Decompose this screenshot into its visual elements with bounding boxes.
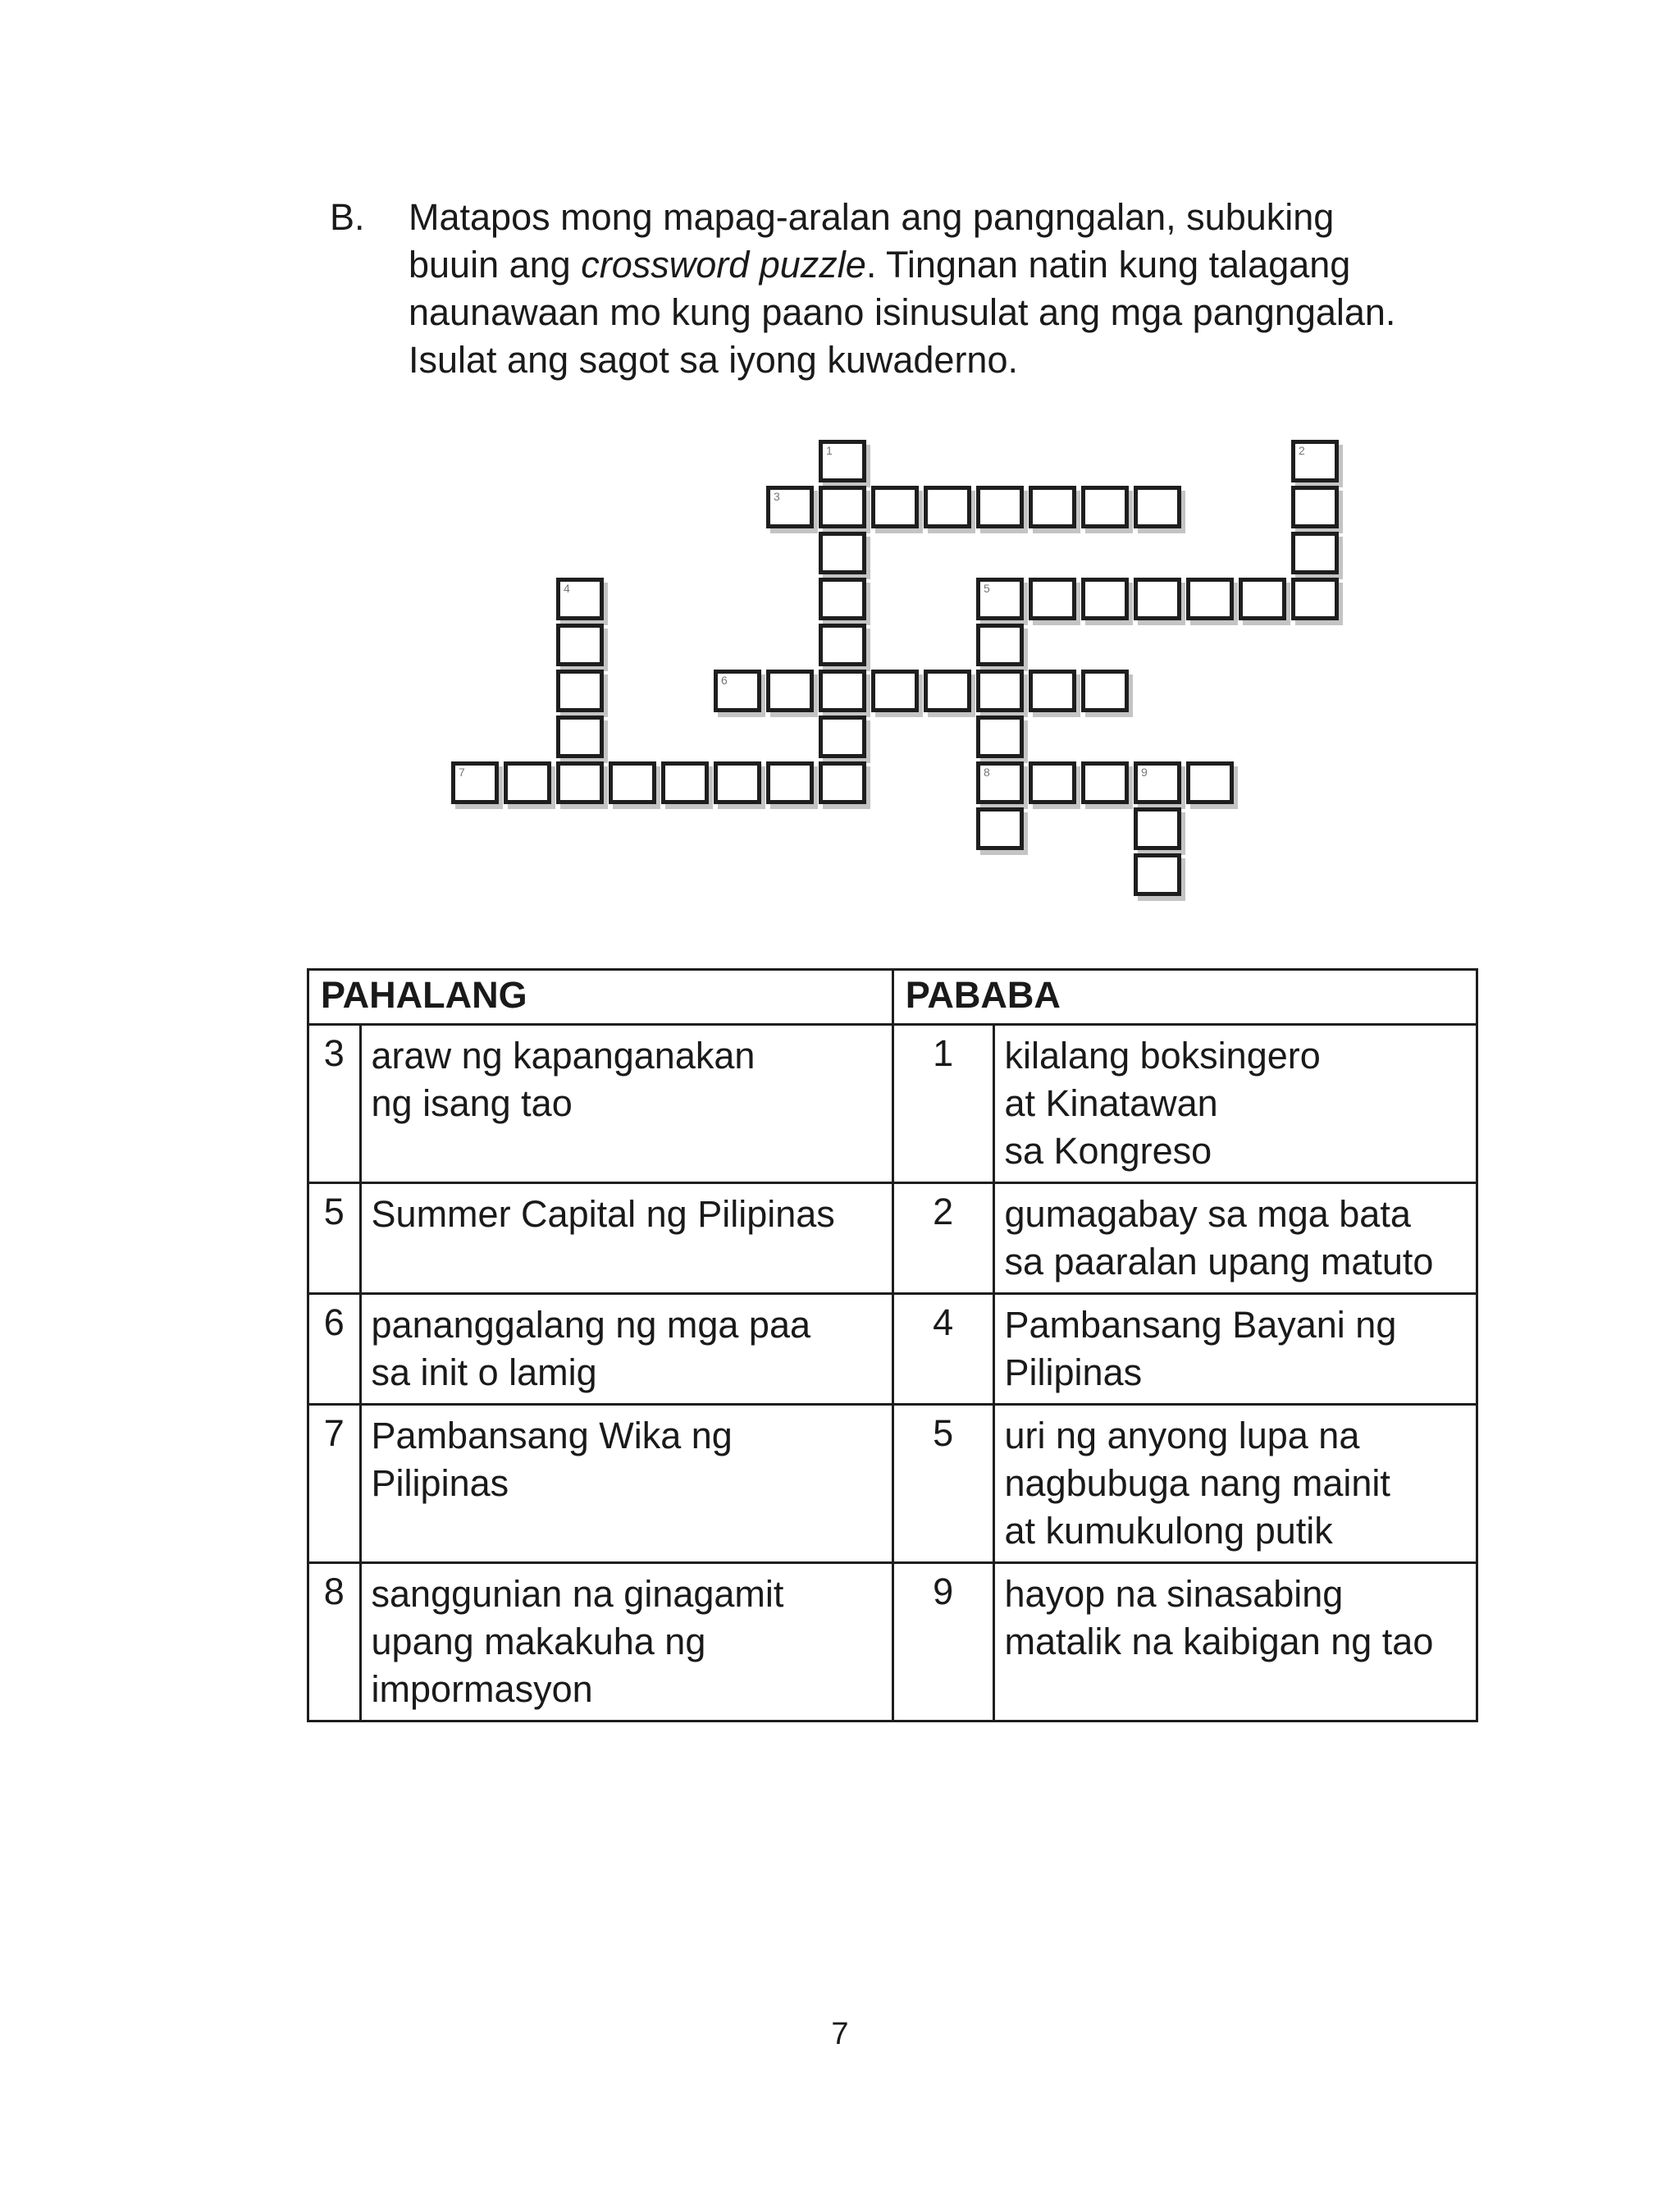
crossword-cell[interactable] [556, 716, 604, 758]
instruction-letter: B. [330, 196, 365, 238]
clue-text [360, 1025, 892, 1183]
clue-row [308, 1405, 1477, 1563]
page-number: 7 [831, 2017, 849, 2051]
crossword-cell[interactable] [1029, 578, 1076, 620]
clue-line: sanggunian na ginagamit [371, 1573, 784, 1615]
crossword-cell[interactable] [556, 578, 604, 620]
crossword-cell-number: 3 [774, 490, 780, 503]
clue-number: 3 [308, 1025, 361, 1183]
crossword-cell[interactable] [1081, 578, 1129, 620]
crossword-cell[interactable] [504, 761, 551, 804]
crossword-cell[interactable] [976, 716, 1024, 758]
clue-text [993, 1183, 1477, 1294]
crossword-cell[interactable] [819, 440, 866, 482]
clue-row [308, 1294, 1477, 1405]
crossword-cell[interactable] [871, 486, 919, 528]
crossword-cell-number: 6 [721, 674, 728, 687]
clue-number: 6 [308, 1294, 361, 1405]
crossword-cell[interactable] [714, 761, 761, 804]
crossword-cell-number: 4 [564, 582, 570, 595]
crossword-cell[interactable] [924, 670, 971, 712]
clue-line: Summer Capital ng Pilipinas [371, 1193, 835, 1235]
clue-line: impormasyon [371, 1668, 593, 1710]
clue-line: at Kinatawan [1004, 1082, 1218, 1124]
crossword-cell[interactable] [1081, 761, 1129, 804]
crossword-cell-number: 5 [984, 582, 990, 595]
clue-number: 5 [308, 1183, 361, 1294]
crossword-cell[interactable] [556, 761, 604, 804]
clue-text [993, 1405, 1477, 1563]
down-header: PABABA [892, 970, 1477, 1025]
crossword-cell[interactable] [766, 670, 814, 712]
crossword-cell[interactable] [1239, 578, 1286, 620]
clue-line: pananggalang ng mga paa [371, 1304, 811, 1346]
crossword-cell[interactable] [871, 670, 919, 712]
clue-number: 2 [892, 1183, 993, 1294]
instruction-italic: crossword puzzle [581, 244, 866, 286]
instruction-segment: buuin ang [409, 244, 582, 286]
clue-text [993, 1025, 1477, 1183]
crossword-cell[interactable] [1291, 440, 1339, 482]
clue-table [307, 968, 1478, 1722]
crossword-cell[interactable] [1081, 486, 1129, 528]
crossword-cell[interactable] [556, 624, 604, 666]
clue-text [360, 1405, 892, 1563]
crossword-cell-number: 9 [1141, 766, 1148, 779]
clue-text [993, 1294, 1477, 1405]
clue-line: Pilipinas [1004, 1351, 1143, 1393]
crossword-cell[interactable] [714, 670, 761, 712]
crossword-cell[interactable] [1134, 853, 1181, 896]
clue-line: matalik na kaibigan ng tao [1004, 1621, 1434, 1662]
instruction-line: Isulat ang sagot sa iyong kuwaderno. [409, 339, 1018, 381]
crossword-cell[interactable] [1134, 761, 1181, 804]
crossword-cell-number: 1 [826, 444, 833, 457]
crossword-cell-number: 2 [1299, 444, 1305, 457]
clue-line: hayop na sinasabing [1004, 1573, 1344, 1615]
clue-number: 8 [308, 1563, 361, 1721]
clue-text [993, 1563, 1477, 1721]
clue-text [360, 1183, 892, 1294]
crossword-cell[interactable] [1081, 670, 1129, 712]
clue-text [360, 1294, 892, 1405]
clue-line: sa init o lamig [371, 1351, 597, 1393]
clue-line: araw ng kapanganakan [371, 1035, 756, 1077]
crossword-cell[interactable] [976, 486, 1024, 528]
clue-row [308, 1563, 1477, 1721]
crossword-cell[interactable] [819, 578, 866, 620]
clue-row [308, 1183, 1477, 1294]
clue-row [308, 1025, 1477, 1183]
clue-number: 5 [892, 1405, 993, 1563]
clue-line: sa Kongreso [1004, 1130, 1212, 1172]
crossword-cell-number: 8 [984, 766, 990, 779]
clue-line: Pilipinas [371, 1462, 509, 1504]
crossword-cell[interactable] [1029, 761, 1076, 804]
crossword-cell[interactable] [976, 578, 1024, 620]
clue-number: 4 [892, 1294, 993, 1405]
clue-number: 7 [308, 1405, 361, 1563]
crossword-cell[interactable] [976, 807, 1024, 850]
crossword-cell[interactable] [1134, 807, 1181, 850]
crossword-cell[interactable] [661, 761, 709, 804]
clue-line: uri ng anyong lupa na [1004, 1415, 1360, 1456]
crossword-cell[interactable] [1134, 486, 1181, 528]
crossword-cell[interactable] [1186, 578, 1234, 620]
crossword-cell[interactable] [609, 761, 656, 804]
clue-line: ng isang tao [371, 1082, 573, 1124]
crossword-cell[interactable] [1291, 486, 1339, 528]
clue-line: nagbubuga nang mainit [1004, 1462, 1390, 1504]
crossword-cell-number: 7 [459, 766, 465, 779]
crossword-cell[interactable] [1029, 670, 1076, 712]
crossword-cell[interactable] [1291, 532, 1339, 574]
crossword-grid [0, 0, 1680, 935]
crossword-cell[interactable] [976, 761, 1024, 804]
clue-number: 9 [892, 1563, 993, 1721]
clue-line: gumagabay sa mga bata [1004, 1193, 1411, 1235]
clue-line: Pambansang Wika ng [371, 1415, 733, 1456]
crossword-cell[interactable] [819, 716, 866, 758]
clue-body [308, 1025, 1477, 1721]
crossword-cell[interactable] [766, 761, 814, 804]
clue-text [360, 1563, 892, 1721]
crossword-cell[interactable] [819, 670, 866, 712]
clue-line: kilalang boksingero [1004, 1035, 1321, 1077]
crossword-cell[interactable] [1029, 486, 1076, 528]
instruction-segment: . Tingnan natin kung talagang [865, 244, 1351, 286]
crossword-cell[interactable] [976, 624, 1024, 666]
clue-line: Pambansang Bayani ng [1004, 1304, 1397, 1346]
crossword-cell[interactable] [819, 761, 866, 804]
crossword-cell[interactable] [451, 761, 499, 804]
crossword-cell[interactable] [1134, 578, 1181, 620]
crossword-cell[interactable] [1186, 761, 1234, 804]
crossword-cell[interactable] [819, 486, 866, 528]
crossword-cell[interactable] [766, 486, 814, 528]
crossword-cell[interactable] [819, 532, 866, 574]
instruction-line: Matapos mong mapag-aralan ang pangngalan, subuking [409, 196, 1335, 238]
clue-line: sa paaralan upang matuto [1004, 1241, 1434, 1282]
clue-number: 1 [892, 1025, 993, 1183]
crossword-cell[interactable] [976, 670, 1024, 712]
crossword-cell[interactable] [1291, 578, 1339, 620]
crossword-cell[interactable] [819, 624, 866, 666]
clue-header-row [308, 970, 1477, 1025]
clue-line: upang makakuha ng [371, 1621, 706, 1662]
clue-line: at kumukulong putik [1004, 1510, 1333, 1552]
across-header: PAHALANG [308, 970, 893, 1025]
crossword-cell[interactable] [924, 486, 971, 528]
crossword-cell[interactable] [556, 670, 604, 712]
instruction-line: naunawaan mo kung paano isinusulat ang mga pangngalan. [409, 291, 1396, 333]
